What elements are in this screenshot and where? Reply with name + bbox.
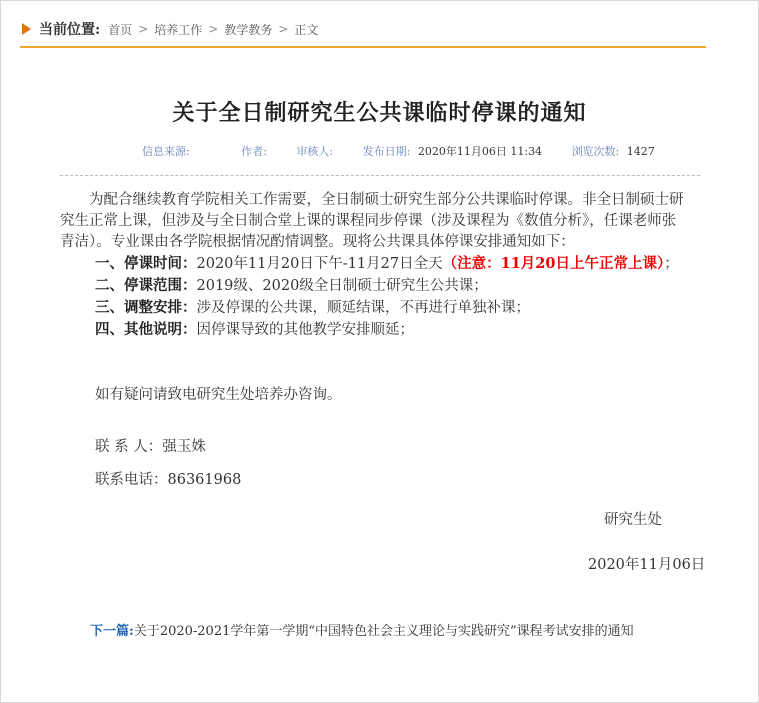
breadcrumb-label: 当前位置: xyxy=(39,22,101,38)
notice-item-1 xyxy=(60,253,688,275)
next-article-link[interactable]: 关于2020-2021学年第一学期“中国特色社会主义理论与实践研究”课程考试安排的通知 xyxy=(133,624,634,639)
article-body xyxy=(60,190,688,341)
item-head: 二、停课范围： xyxy=(95,277,197,294)
notice-item-4 xyxy=(60,319,688,341)
phone-number: 86361968 xyxy=(167,472,242,488)
breadcrumb-training[interactable]: 培养工作 xyxy=(154,22,203,37)
article-title: 关于全日制研究生公共课临时停课的通知 xyxy=(172,100,587,126)
breadcrumb-divider xyxy=(20,46,706,48)
item-note: （注意：11月20日上午正常上课） xyxy=(442,255,665,272)
breadcrumb-home[interactable]: 首页 xyxy=(108,22,133,37)
breadcrumb-teaching[interactable]: 教学教务 xyxy=(224,22,273,37)
breadcrumb-current: 正文 xyxy=(294,22,319,37)
phone-line xyxy=(95,468,241,489)
meta-date-value: 2020年11月06日 11:34 xyxy=(417,145,543,158)
item-text: 因停课导致的其他教学安排顺延； xyxy=(196,322,414,338)
intro-paragraph: 为配合继续教育学院相关工作需要，全日制硕士研究生部分公共课临时停课。非全日制硕士研究生正常上课，但涉及与全日制合堂上课的课程同步停课（涉及课程为《数值分析》，任课老师张青洁）。专业课由各学院根据情况酌情调整。现将公共课具体停课安排通知如下： xyxy=(60,192,684,250)
meta-source-label: 信息来源: xyxy=(142,145,190,158)
item-head: 四、其他说明： xyxy=(95,321,197,338)
breadcrumb xyxy=(22,18,318,40)
contact-label: 联 系 人： xyxy=(95,439,163,455)
item-text: 2019级、2020级全日制硕士研究生公共课； xyxy=(196,278,488,294)
meta-reviewer-label: 审核人: xyxy=(296,145,334,158)
next-label: 下一篇: xyxy=(90,624,134,639)
breadcrumb-separator: > xyxy=(278,22,289,36)
notice-item-2 xyxy=(60,275,688,297)
signature-date: 2020年11月06日 xyxy=(588,557,706,573)
next-article xyxy=(90,620,634,639)
item-text: 涉及停课的公共课，顺延结课，不再进行单独补课； xyxy=(196,300,530,316)
consult-text: 如有疑问请致电研究生处培养办咨询。 xyxy=(95,387,342,403)
notice-item-3 xyxy=(60,297,688,319)
breadcrumb-separator: > xyxy=(208,22,219,36)
arrow-right-icon xyxy=(22,23,31,35)
item-head: 一、停课时间： xyxy=(95,255,197,272)
meta-date-label: 发布日期: xyxy=(362,145,411,158)
item-head: 三、调整安排： xyxy=(95,299,197,316)
phone-label: 联系电话： xyxy=(95,472,168,488)
item-text: 2020年11月20日下午-11月27日全天 xyxy=(196,256,443,272)
meta-views-label: 浏览次数: xyxy=(571,145,620,158)
meta-author-label: 作者: xyxy=(241,145,267,158)
article-meta xyxy=(142,143,681,159)
meta-divider xyxy=(60,175,700,176)
meta-views-value: 1427 xyxy=(626,145,655,158)
contact-name: 强玉姝 xyxy=(162,439,206,455)
breadcrumb-separator: > xyxy=(138,22,149,36)
contact-line xyxy=(95,435,206,456)
item-tail: ； xyxy=(664,256,679,272)
signature: 研究生处 xyxy=(604,512,662,528)
